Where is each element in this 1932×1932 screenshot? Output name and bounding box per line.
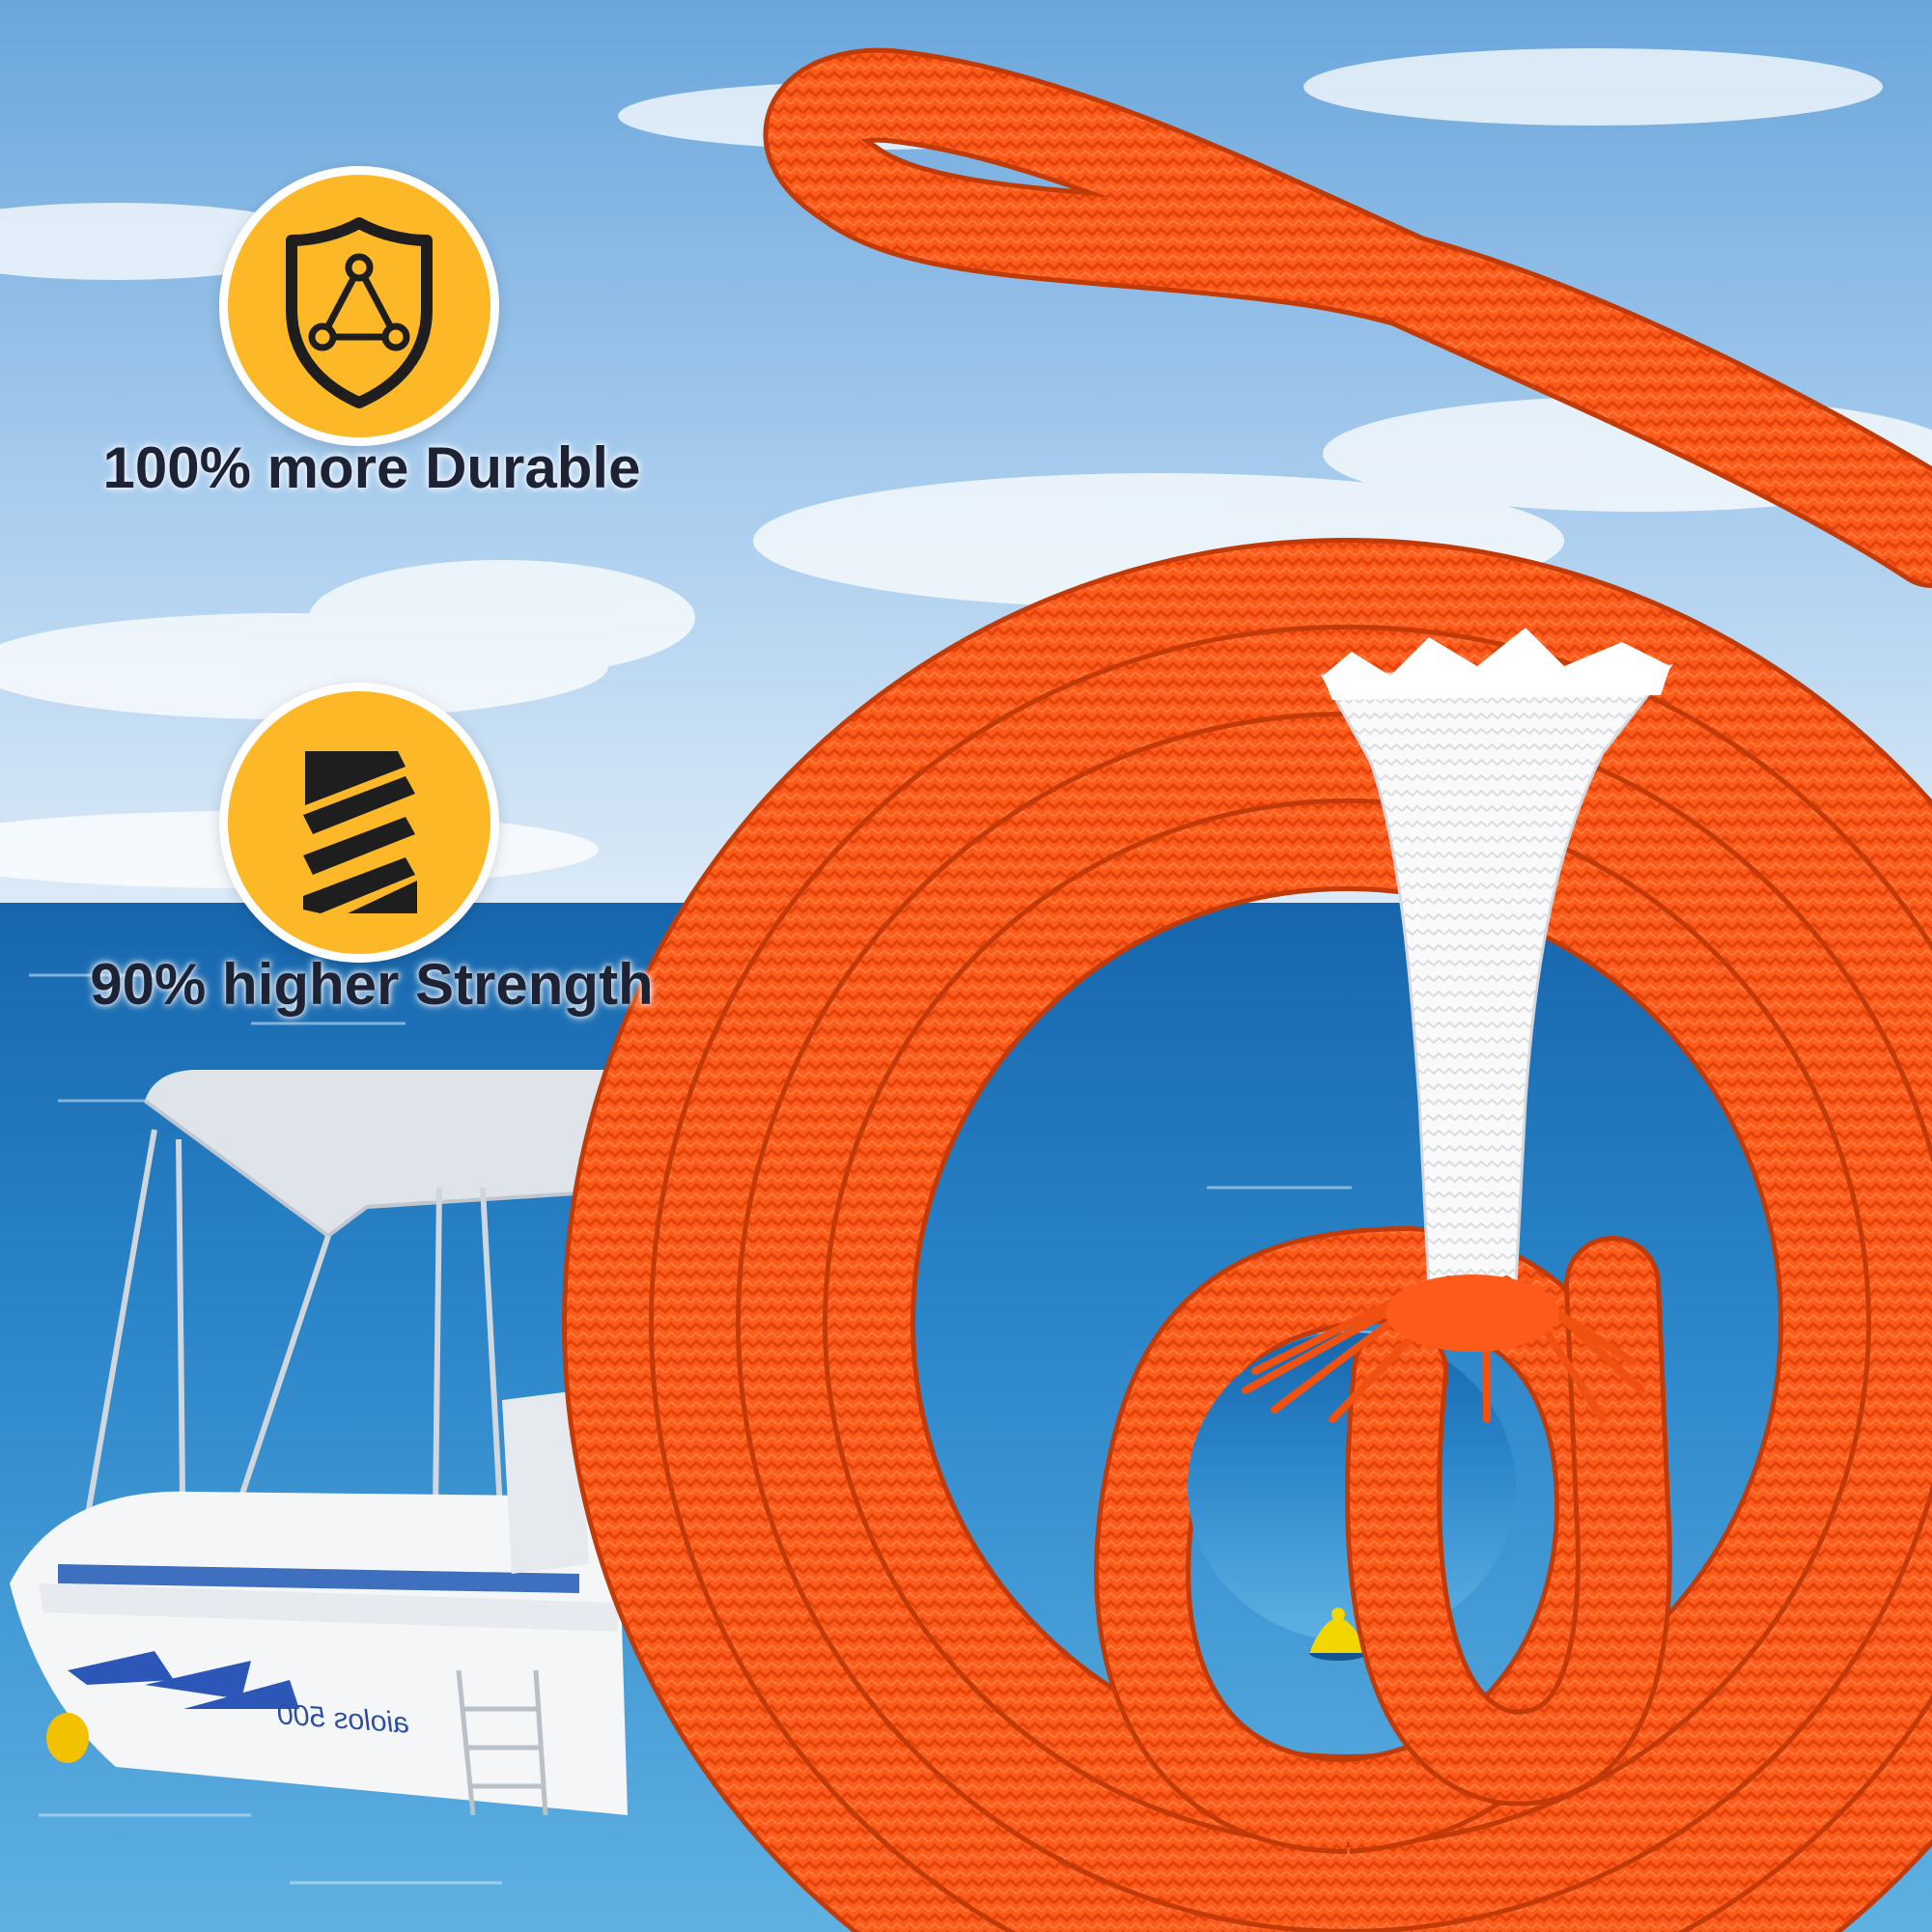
feature-badge (219, 683, 499, 963)
boat-hull-text: aiolos 500 (276, 1698, 411, 1740)
feature-label-durable: 100% more Durable (102, 435, 641, 500)
feature-label-strength: 90% higher Strength (90, 952, 654, 1017)
feature-badge (219, 166, 499, 446)
shield-triangle-icon (228, 175, 490, 437)
spring-coil-icon (228, 691, 490, 954)
